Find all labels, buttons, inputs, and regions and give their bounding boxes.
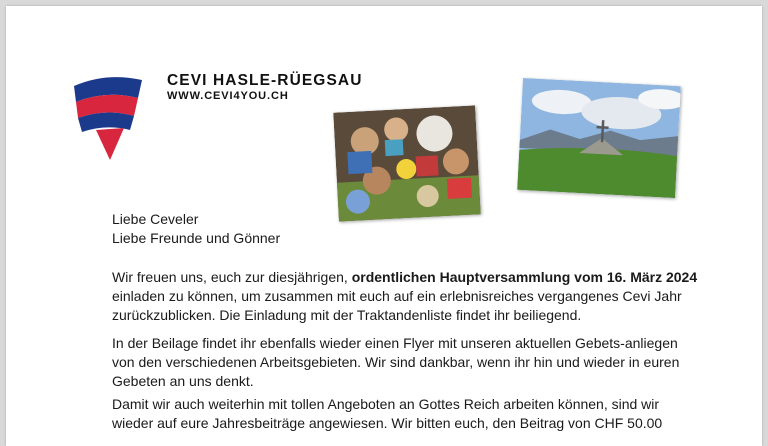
meeting-date-highlight: ordentlichen Hauptversammlung vom 16. März 2024 (351, 269, 698, 285)
organization-website: WWW.CEVI4YOU.CH (167, 90, 289, 102)
paragraph-invitation (112, 268, 702, 325)
children-group-photo-icon (333, 105, 481, 221)
organization-name: CEVI HASLE-RÜEGSAU (167, 72, 363, 89)
mountain-cross-photo (517, 78, 681, 198)
paragraph-invitation-start: Wir freuen uns, euch zur diesjährigen, (112, 269, 352, 285)
paragraph-invitation-end: einladen zu können, um zusammen mit euch auf ein erlebnisreiches vergangenes Cevi Jahr zurückzublicken. Die Einladung mit der Traktandenliste findet ihr beiliegend. (112, 288, 682, 323)
salutation-line-2: Liebe Freunde und Gönner (112, 230, 281, 246)
salutation (112, 210, 702, 248)
paragraph-contribution (112, 395, 702, 433)
paragraph-prayer (112, 334, 702, 391)
letter-page (6, 6, 762, 446)
salutation-line-1: Liebe Ceveler (112, 211, 199, 227)
cevi-logo-icon (66, 68, 146, 164)
paragraph-prayer-text: In der Beilage findet ihr ebenfalls wieder einen Flyer mit unseren aktuellen Gebets-anliegen von den verschiedenen Arbeitsgebieten. Wir sind dankbar, wenn ihr hin und wieder in euren Gebeten an uns denkt. (112, 335, 680, 389)
mountain-cross-photo-icon (517, 78, 681, 198)
children-group-photo (333, 105, 481, 221)
paragraph-contribution-text: Damit wir auch weiterhin mit tollen Angeboten an Gottes Reich arbeiten können, sind wir wieder auf eure Jahresbeiträge angewiesen. Wir bitten euch, den Beitrag von CHF 50.00 (112, 396, 663, 431)
